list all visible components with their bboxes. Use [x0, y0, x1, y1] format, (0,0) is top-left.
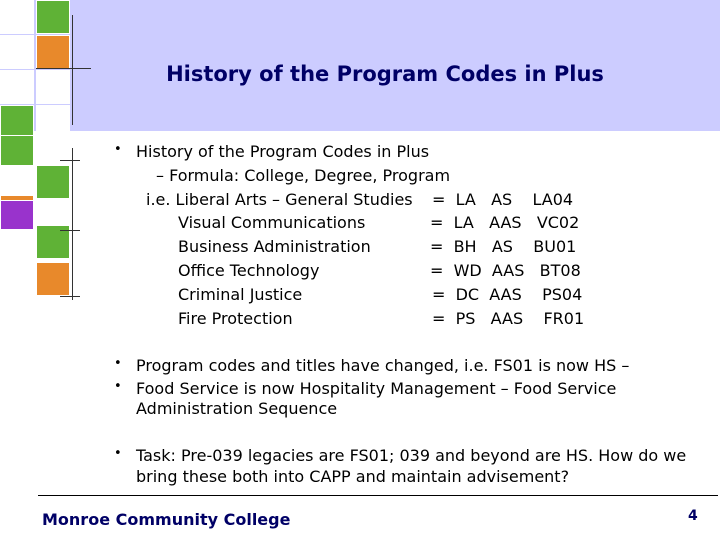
deco-square-white	[36, 135, 70, 169]
deco-square-white	[36, 105, 70, 139]
program-name: Office Technology	[178, 261, 320, 280]
program-name: i.e. Liberal Arts – General Studies	[146, 190, 413, 209]
section1-heading: History of the Program Codes in Plus	[136, 142, 430, 161]
deco-vertical-line	[72, 148, 73, 300]
program-code: = PS AAS FR01	[432, 309, 585, 328]
section1-formula: – Formula: College, Degree, Program	[156, 166, 451, 185]
slide-title: History of the Program Codes in Plus	[166, 62, 604, 86]
deco-square-green	[36, 0, 70, 34]
bullet-glyph: •	[114, 142, 122, 157]
program-name: Fire Protection	[178, 309, 293, 328]
deco-square-green	[36, 165, 70, 199]
bullet-task-line1: Task: Pre-039 legacies are FS01; 039 and beyond are HS. How do we	[136, 446, 687, 465]
bullet-food-service-line2: Administration Sequence	[136, 399, 338, 418]
program-code: = WD AAS BT08	[430, 261, 581, 280]
deco-square-white	[0, 0, 34, 34]
bullet-food-service-line1: Food Service is now Hospitality Management – Food Service	[136, 379, 617, 398]
footer-divider	[38, 495, 718, 496]
bullet-glyph: •	[114, 356, 122, 371]
program-name: Criminal Justice	[178, 285, 303, 304]
deco-square-purple	[0, 200, 34, 230]
page-number: 4	[688, 508, 698, 524]
deco-square-green	[0, 135, 34, 169]
deco-square-white	[0, 262, 34, 296]
deco-horizontal-line	[60, 230, 80, 231]
deco-square-orange	[36, 262, 70, 296]
program-name: Visual Communications	[178, 213, 366, 232]
bullet-glyph: •	[114, 379, 122, 394]
program-code: = DC AAS PS04	[432, 285, 583, 304]
bullet-task-line2: bring these both into CAPP and maintain advisement?	[136, 467, 570, 486]
bullet-program-codes: Program codes and titles have changed, i.e. FS01 is now HS –	[136, 356, 630, 375]
deco-horizontal-line	[60, 296, 80, 297]
program-code: = BH AS BU01	[430, 237, 577, 256]
footer-college-name: Monroe Community College	[42, 510, 291, 529]
bullet-glyph: •	[114, 446, 122, 461]
program-name: Business Administration	[178, 237, 371, 256]
deco-horizontal-line	[60, 160, 80, 161]
program-code: = LA AS LA04	[432, 190, 574, 209]
deco-square-white	[0, 165, 34, 199]
program-code: = LA AAS VC02	[430, 213, 580, 232]
deco-square-green	[0, 105, 34, 139]
